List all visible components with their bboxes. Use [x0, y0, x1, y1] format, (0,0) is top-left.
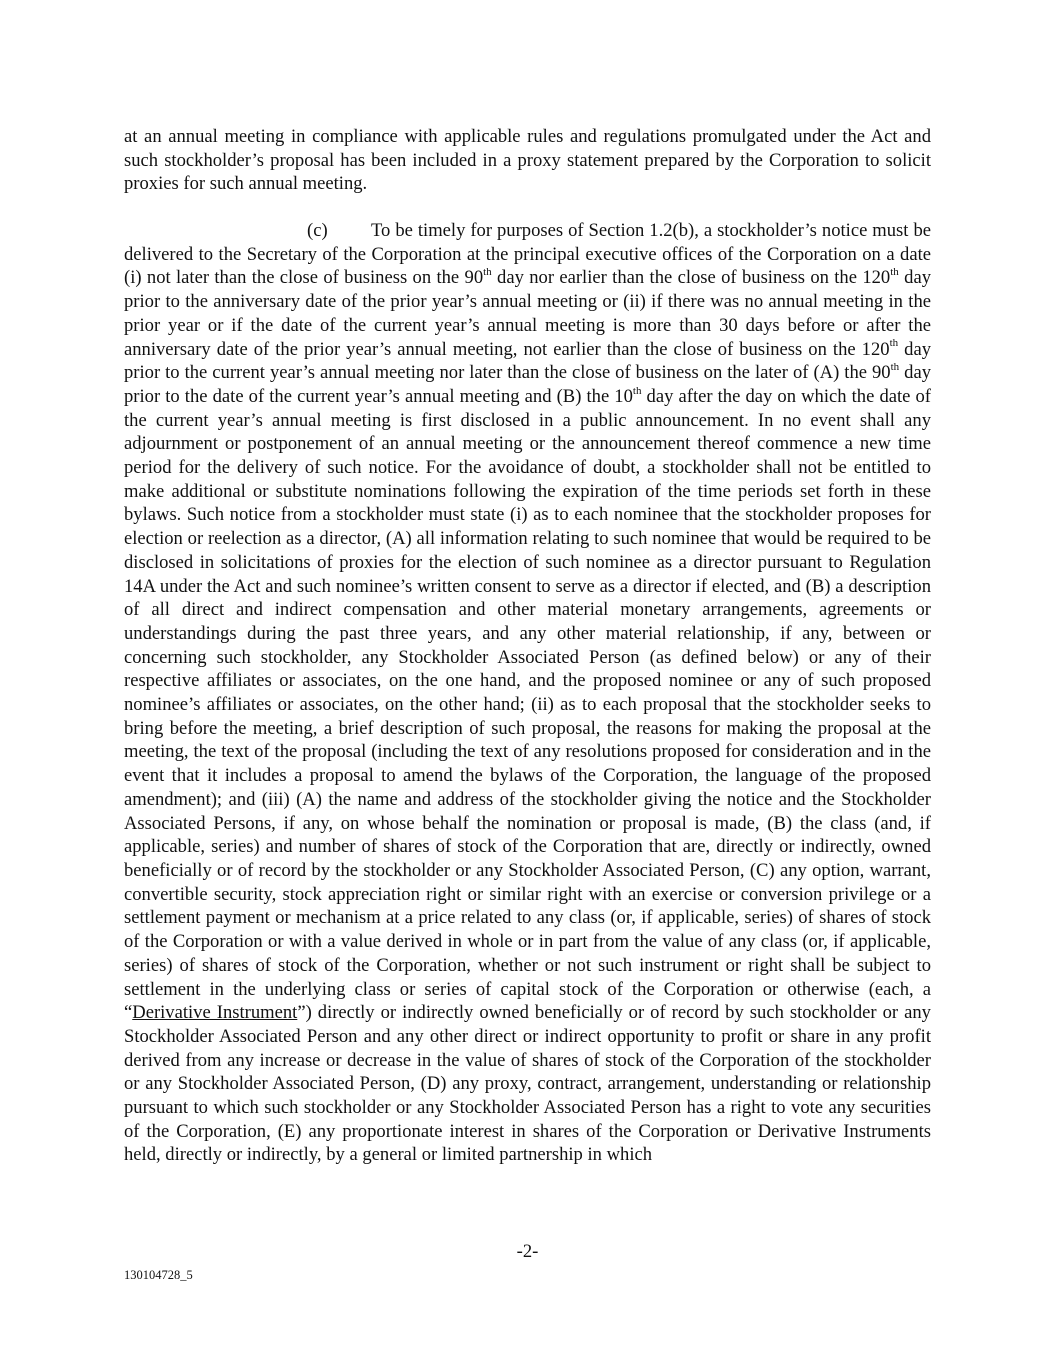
page-number: -2- [516, 1241, 539, 1262]
ordinal-suffix: th [890, 266, 899, 279]
paragraph-continuation: at an annual meeting in compliance with applicable rules and regulations promulgated under the Act and such stockholder’s proposal has been included in a proxy statement prepared by the Corporation to solicit proxies for such annual meeting. [124, 126, 931, 195]
ordinal-suffix: th [890, 361, 900, 374]
paragraph-text-6: day after the day on which the date of the current year’s annual meeting is first disclosed in a public announcement. In no event shall any adjournment or postponement of an annual meeting or the announcement thereof commence a new time period for the delivery of such notice. For the avoidance of doubt, a stockholder shall not be entitled to make additional or substitute nominations following the expiration of the time periods set forth in these bylaws. Such notice from a stockholder must state (i) as to each nominee that the stockholder proposes for election or reelection as a director, (A) all information relating to such nominee that would be required to be disclosed in solicitations of proxies for the election of such nominee as a director pursuant to Regulation 14A under the Act and such nominee’s written consent to serve as a director if elected, and (B) a description of all direct and indirect compensation and other material monetary arrangements, agreements or understandings during the past three years, and any other material relationship, if any, between or concerning such stockholder, any Stockholder Associated Person (as defined below) or any of their respective affiliates or associates, on the one hand, and the proposed nominee or any of such proposed nominee’s affiliates or associates, on the other hand; (ii) as to each proposal that the stockholder seeks to bring before the meeting, a brief description of such proposal, the reasons for making the proposal at the meeting, the text of the proposal (including the text of any resolutions proposed for consideration and in the event that it includes a proposal to amend the bylaws of the Corporation, the language of the proposed amendment); and (iii) (A) the name and address of the stockholder giving the notice and the Stockholder Associated Persons, if any, on whose behalf the nomination or proposal is made, (B) the class (and, if applicable, series) and number of shares of stock of the Corporation that are, directly or indirectly, owned beneficially or of record by the stockholder or any Stockholder Associated Person, (C) any option, warrant, convertible security, stock appreciation right or similar right with an exercise or conversion privilege or a settlement payment or mechanism at a price related to any class (or, if applicable, series) of shares of stock of the Corporation or with a value derived in whole or in part from the value of any class (or, if applicable, series) of shares of stock of the Corporation, whether or not such instrument or right shall be subject to settlement in the underlying class or series of capital stock of the Corporation or otherwise (each, a “ [124, 385, 931, 1024]
paragraph-c [124, 219, 931, 1167]
paragraph-marker: (c) [307, 220, 328, 241]
paragraph-text-4: day prior to the current year’s annual meeting nor later than the close of business on the later of (A) the 90 [124, 338, 931, 384]
document-id: 130104728_5 [124, 1268, 193, 1282]
paragraph-text-5: day prior to the date of the current year’s annual meeting and (B) the 10 [124, 362, 931, 407]
paragraph-text-2: day nor earlier than the close of business on the 120 [491, 267, 891, 289]
paragraph-text-1: To be timely for purposes of Section 1.2(b), a stockholder’s notice must be delivered to the Secretary of the Corporation at the principal executive offices of the Corporation on a date (i) not later than the close of business on the 90 [124, 220, 931, 289]
ordinal-suffix: th [889, 337, 899, 350]
paragraph-text-3: day prior to the anniversary date of the prior year’s annual meeting or (ii) if there was no annual meeting in the prior year or if the date of the current year’s annual meeting is more than 30 days before or after the anniversary date of the prior year’s annual meeting, not earlier than the close of business on the 120 [124, 267, 931, 360]
ordinal-suffix: th [632, 384, 642, 397]
paragraph-text-7: ”) directly or indirectly owned beneficially or of record by such stockholder or any Stockholder Associated Person and any other direct or indirect opportunity to profit or share in any profit derived from any increase or decrease in the value of shares of stock of the Corporation of the stockholder or any Stockholder Associated Person, (D) any proxy, contract, arrangement, understanding or relationship pursuant to which such stockholder or any Stockholder Associated Person has a right to vote any securities of the Corporation, (E) any proportionate interest in shares of the Corporation or Derivative Instruments held, directly or indirectly, by a general or limited partnership in which [124, 1002, 931, 1166]
ordinal-suffix: th [483, 266, 492, 279]
defined-term: Derivative Instrument [132, 1002, 298, 1024]
